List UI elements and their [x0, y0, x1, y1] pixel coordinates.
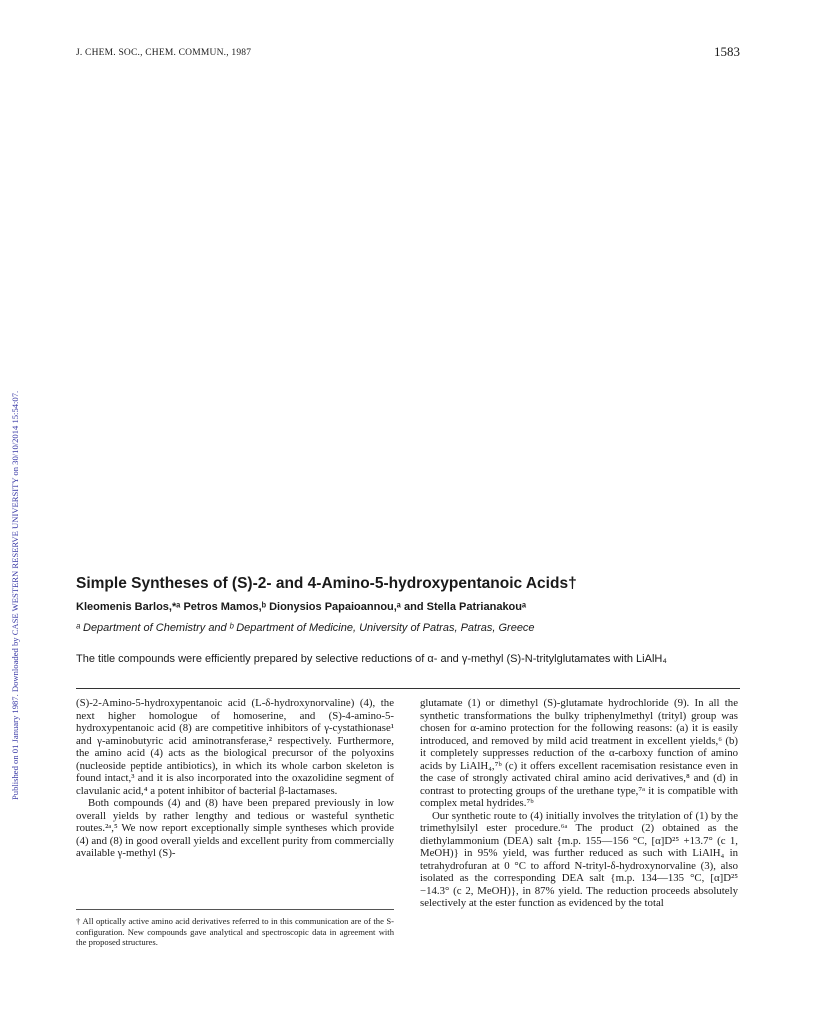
running-header — [76, 44, 740, 64]
affiliations: ᵃ Department of Chemistry and ᵇ Department of Medicine, University of Patras, Patras, Greece — [76, 622, 535, 634]
paragraph: Our synthetic route to (4) initially involves the tritylation of (1) by the trimethylsilyl ester procedure.⁶ᵃ The product (2) obtained as the diethylammonium (DEA) salt {m.p. 155—156 °C, [α]D²⁵ +13.7° (c 1, MeOH)} in 95% yield, was further reduced as such with LiAlH₄ in tetrahydrofuran at 0 °C to afford N-trityl-δ-hydroxynorvaline (3), also isolated as the corresponding DEA salt {m.p. 134—135 °C, [α]D²⁵ −14.3° (c 2, MeOH)}, in 87% yield. The reduction proceeds absolutely selectively at the ester function as evidenced by the total — [420, 809, 738, 909]
footnote: † All optically active amino acid derivatives referred to in this communication are of the S-configuration. New compounds gave analytical and spectroscopic data in agreement with the proposed structures. — [76, 916, 394, 948]
body-column-left — [76, 697, 394, 860]
author-list: Kleomenis Barlos,*ᵃ Petros Mamos,ᵇ Dionysios Papaioannou,ᵃ and Stella Patrianakouᵃ — [76, 601, 527, 613]
footnote-divider — [76, 909, 394, 910]
download-notice[interactable]: Published on 01 January 1987. Downloaded by CASE WESTERN RESERVE UNIVERSITY on 30/10/2014 15:54:07. — [10, 390, 20, 800]
paragraph: glutamate (1) or dimethyl (S)-glutamate hydrochloride (9). In all the synthetic transformations the bulky triphenylmethyl (trityl) group was chosen for α-amino protection for the following reasons: (a) it is easily introduced, and removed by mild acid treatment in excellent yields,⁶ (b) it completely suppresses reduction of the α-carboxy function of amino acids by LiAlH₄,⁷ᵇ (c) it offers excellent racemisation resistance even in the case of strongly activated chiral amino acid derivatives,⁸ and (d) in contrast to protecting groups of the urethane type,⁷ᵃ it is compatible with complex metal hydrides.⁷ᵇ — [420, 697, 738, 809]
journal-reference: J. CHEM. SOC., CHEM. COMMUN., 1987 — [76, 48, 252, 58]
abstract: The title compounds were efficiently prepared by selective reductions of α- and γ-methyl (S)-N-tritylglutamates with LiAlH₄ — [76, 653, 667, 665]
abstract-divider — [76, 688, 740, 689]
paragraph: (S)-2-Amino-5-hydroxypentanoic acid (L-δ-hydroxynorvaline) (4), the next higher homologue of homoserine, and (S)-4-amino-5-hydroxypentanoic acid (8) are competitive inhibitors of γ-cystathionase¹ and γ-aminobutyric acid aminotransferase,² respectively. Furthermore, the amino acid (4) acts as the biological precursor of the polyoxins (nucleoside peptide antibiotics), in which its whole carbon skeleton is found intact,³ and it is also incorporated into the oxazolidine segment of clavulanic acid,⁴ a potent inhibitor of bacterial β-lactamases. — [76, 697, 394, 797]
article-title: Simple Syntheses of (S)-2- and 4-Amino-5-hydroxypentanoic Acids† — [76, 575, 577, 592]
paragraph: Both compounds (4) and (8) have been prepared previously in low overall yields by rather lengthy and tedious or wasteful synthetic routes.²ᵃ,⁵ We now report exceptionally simple syntheses which provide (4) and (8) in good overall yields and excellent purity from commercially available γ-methyl (S)- — [76, 797, 394, 859]
page-number: 1583 — [714, 44, 740, 59]
body-column-right — [420, 697, 738, 910]
